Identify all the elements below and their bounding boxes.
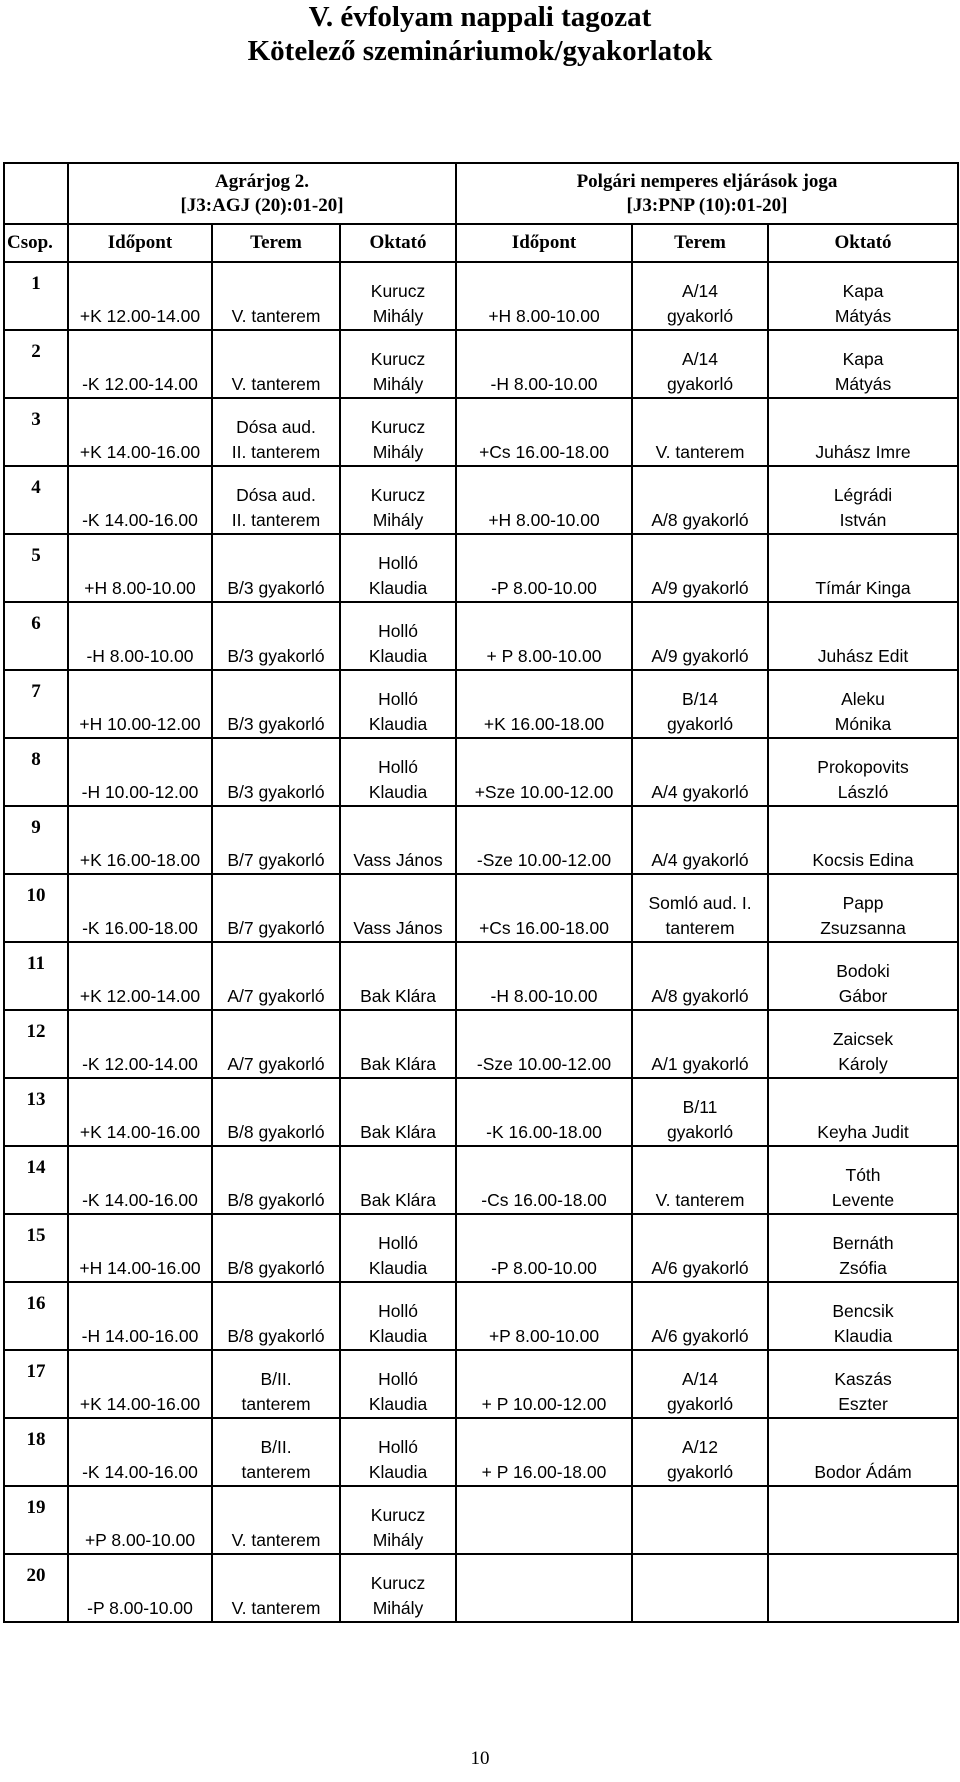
group-number: 15	[4, 1214, 68, 1282]
column-header-time: Időpont	[68, 224, 212, 262]
agrar-teacher: Kurucz Mihály	[340, 398, 456, 466]
polgari-time: -Sze 10.00-12.00	[456, 806, 632, 874]
polgari-time: -P 8.00-10.00	[456, 534, 632, 602]
agrar-teacher: Holló Klaudia	[340, 738, 456, 806]
table-row	[4, 1214, 958, 1282]
polgari-time: -Cs 16.00-18.00	[456, 1146, 632, 1214]
agrar-room: B/7 gyakorló	[212, 806, 340, 874]
polgari-room: A/6 gyakorló	[632, 1282, 768, 1350]
group-number: 6	[4, 602, 68, 670]
agrar-teacher: Holló Klaudia	[340, 602, 456, 670]
polgari-time: -K 16.00-18.00	[456, 1078, 632, 1146]
agrar-time: +K 16.00-18.00	[68, 806, 212, 874]
agrar-room: V. tanterem	[212, 1486, 340, 1554]
table-row	[4, 466, 958, 534]
table-row	[4, 1078, 958, 1146]
column-header-teacher: Oktató	[340, 224, 456, 262]
column-header-group: Csop.	[4, 224, 68, 262]
group-number: 18	[4, 1418, 68, 1486]
group-number: 14	[4, 1146, 68, 1214]
polgari-time: -H 8.00-10.00	[456, 942, 632, 1010]
agrar-teacher: Kurucz Mihály	[340, 1554, 456, 1622]
polgari-time: + P 16.00-18.00	[456, 1418, 632, 1486]
group-number: 3	[4, 398, 68, 466]
polgari-room: A/12 gyakorló	[632, 1418, 768, 1486]
polgari-teacher: Bodor Ádám	[768, 1418, 958, 1486]
agrar-time: +P 8.00-10.00	[68, 1486, 212, 1554]
agrar-room: A/7 gyakorló	[212, 1010, 340, 1078]
polgari-room: V. tanterem	[632, 1146, 768, 1214]
agrar-teacher: Vass János	[340, 806, 456, 874]
polgari-room: B/11 gyakorló	[632, 1078, 768, 1146]
table-row	[4, 874, 958, 942]
polgari-time: -H 8.00-10.00	[456, 330, 632, 398]
table-row	[4, 1486, 958, 1554]
column-header-room: Terem	[632, 224, 768, 262]
polgari-time: + P 10.00-12.00	[456, 1350, 632, 1418]
empty-header-cell	[4, 163, 68, 224]
course-header-row	[4, 163, 958, 224]
group-number: 19	[4, 1486, 68, 1554]
agrar-room: V. tanterem	[212, 330, 340, 398]
polgari-teacher: Légrádi István	[768, 466, 958, 534]
group-number: 8	[4, 738, 68, 806]
agrar-room: Dósa aud. II. tanterem	[212, 466, 340, 534]
polgari-room	[632, 1486, 768, 1554]
group-number: 13	[4, 1078, 68, 1146]
polgari-teacher: Keyha Judit	[768, 1078, 958, 1146]
agrar-teacher: Holló Klaudia	[340, 670, 456, 738]
agrar-room: B/7 gyakorló	[212, 874, 340, 942]
agrar-time: -K 14.00-16.00	[68, 466, 212, 534]
column-header-time: Időpont	[456, 224, 632, 262]
agrar-time: -H 8.00-10.00	[68, 602, 212, 670]
polgari-time: +H 8.00-10.00	[456, 466, 632, 534]
agrar-time: -H 14.00-16.00	[68, 1282, 212, 1350]
polgari-time: +Sze 10.00-12.00	[456, 738, 632, 806]
schedule-table	[3, 162, 959, 1623]
group-number: 7	[4, 670, 68, 738]
group-number: 5	[4, 534, 68, 602]
polgari-room: A/1 gyakorló	[632, 1010, 768, 1078]
table-row	[4, 806, 958, 874]
table-row	[4, 1282, 958, 1350]
group-number: 12	[4, 1010, 68, 1078]
polgari-time: +Cs 16.00-18.00	[456, 398, 632, 466]
polgari-teacher: Prokopovits László	[768, 738, 958, 806]
group-number: 2	[4, 330, 68, 398]
polgari-time: +K 16.00-18.00	[456, 670, 632, 738]
agrar-teacher: Holló Klaudia	[340, 1350, 456, 1418]
table-row	[4, 942, 958, 1010]
table-row	[4, 1554, 958, 1622]
course-right-code: [J3:PNP (10):01-20]	[626, 194, 788, 216]
agrar-time: +H 10.00-12.00	[68, 670, 212, 738]
agrar-room: B/8 gyakorló	[212, 1282, 340, 1350]
polgari-teacher: Juhász Imre	[768, 398, 958, 466]
polgari-teacher	[768, 1554, 958, 1622]
agrar-room: B/8 gyakorló	[212, 1214, 340, 1282]
group-number: 11	[4, 942, 68, 1010]
agrar-room: V. tanterem	[212, 1554, 340, 1622]
agrar-time: +K 12.00-14.00	[68, 942, 212, 1010]
polgari-room: A/14 gyakorló	[632, 262, 768, 330]
polgari-room: A/14 gyakorló	[632, 1350, 768, 1418]
agrar-room: B/3 gyakorló	[212, 670, 340, 738]
table-row	[4, 1350, 958, 1418]
agrar-time: -K 16.00-18.00	[68, 874, 212, 942]
agrar-room: Dósa aud. II. tanterem	[212, 398, 340, 466]
agrar-teacher: Kurucz Mihály	[340, 262, 456, 330]
polgari-teacher: Kapa Mátyás	[768, 330, 958, 398]
agrar-time: -K 14.00-16.00	[68, 1418, 212, 1486]
polgari-room: A/4 gyakorló	[632, 806, 768, 874]
agrar-room: B/8 gyakorló	[212, 1146, 340, 1214]
agrar-teacher: Kurucz Mihály	[340, 330, 456, 398]
agrar-room: B/II. tanterem	[212, 1418, 340, 1486]
group-number: 17	[4, 1350, 68, 1418]
agrar-teacher: Bak Klára	[340, 1010, 456, 1078]
group-number: 16	[4, 1282, 68, 1350]
page-title: V. évfolyam nappali tagozat	[308, 1, 652, 33]
table-row	[4, 1418, 958, 1486]
table-row	[4, 602, 958, 670]
polgari-teacher: Zaicsek Károly	[768, 1010, 958, 1078]
page-number: 10	[470, 1748, 490, 1769]
agrar-room: A/7 gyakorló	[212, 942, 340, 1010]
agrar-time: -K 14.00-16.00	[68, 1146, 212, 1214]
polgari-room: A/8 gyakorló	[632, 466, 768, 534]
agrar-time: +K 14.00-16.00	[68, 398, 212, 466]
agrar-time: +H 8.00-10.00	[68, 534, 212, 602]
agrar-teacher: Holló Klaudia	[340, 1418, 456, 1486]
agrar-teacher: Holló Klaudia	[340, 534, 456, 602]
polgari-teacher: Kocsis Edina	[768, 806, 958, 874]
agrar-teacher: Bak Klára	[340, 942, 456, 1010]
group-number: 9	[4, 806, 68, 874]
polgari-room: A/9 gyakorló	[632, 534, 768, 602]
table-row	[4, 1146, 958, 1214]
polgari-teacher: Bencsik Klaudia	[768, 1282, 958, 1350]
agrar-teacher: Vass János	[340, 874, 456, 942]
agrar-room: B/8 gyakorló	[212, 1078, 340, 1146]
column-header-room: Terem	[212, 224, 340, 262]
table-row	[4, 534, 958, 602]
polgari-room: A/6 gyakorló	[632, 1214, 768, 1282]
agrar-time: -K 12.00-14.00	[68, 1010, 212, 1078]
table-row	[4, 1010, 958, 1078]
polgari-room: A/14 gyakorló	[632, 330, 768, 398]
course-left-name: Agrárjog 2.	[215, 170, 309, 192]
polgari-teacher: Kapa Mátyás	[768, 262, 958, 330]
agrar-room: B/3 gyakorló	[212, 602, 340, 670]
polgari-time	[456, 1554, 632, 1622]
polgari-room: A/4 gyakorló	[632, 738, 768, 806]
group-number: 1	[4, 262, 68, 330]
polgari-teacher: Aleku Mónika	[768, 670, 958, 738]
agrar-teacher: Holló Klaudia	[340, 1214, 456, 1282]
polgari-time: +H 8.00-10.00	[456, 262, 632, 330]
polgari-room: Somló aud. I. tanterem	[632, 874, 768, 942]
table-row	[4, 738, 958, 806]
agrar-time: -H 10.00-12.00	[68, 738, 212, 806]
agrar-room: B/3 gyakorló	[212, 534, 340, 602]
table-row	[4, 330, 958, 398]
course-left-code: [J3:AGJ (20):01-20]	[180, 194, 344, 216]
table-row	[4, 262, 958, 330]
column-header-row	[4, 224, 958, 262]
agrar-teacher: Bak Klára	[340, 1078, 456, 1146]
course-right-name: Polgári nemperes eljárások joga	[576, 170, 838, 192]
polgari-room: A/9 gyakorló	[632, 602, 768, 670]
polgari-room: B/14 gyakorló	[632, 670, 768, 738]
agrar-room: B/II. tanterem	[212, 1350, 340, 1418]
agrar-time: -P 8.00-10.00	[68, 1554, 212, 1622]
polgari-teacher: Juhász Edit	[768, 602, 958, 670]
agrar-teacher: Holló Klaudia	[340, 1282, 456, 1350]
agrar-time: +K 12.00-14.00	[68, 262, 212, 330]
polgari-time	[456, 1486, 632, 1554]
polgari-teacher: Papp Zsuzsanna	[768, 874, 958, 942]
agrar-time: +K 14.00-16.00	[68, 1078, 212, 1146]
polgari-teacher: Bodoki Gábor	[768, 942, 958, 1010]
polgari-teacher	[768, 1486, 958, 1554]
table-row	[4, 398, 958, 466]
page-subtitle: Kötelező szemináriumok/gyakorlatok	[247, 35, 713, 67]
polgari-teacher: Kaszás Eszter	[768, 1350, 958, 1418]
agrar-room: V. tanterem	[212, 262, 340, 330]
group-number: 10	[4, 874, 68, 942]
agrar-teacher: Bak Klára	[340, 1146, 456, 1214]
course-left-header	[68, 163, 456, 224]
polgari-time: -P 8.00-10.00	[456, 1214, 632, 1282]
agrar-time: +H 14.00-16.00	[68, 1214, 212, 1282]
polgari-room: V. tanterem	[632, 398, 768, 466]
polgari-room	[632, 1554, 768, 1622]
column-header-teacher: Oktató	[768, 224, 958, 262]
polgari-time: -Sze 10.00-12.00	[456, 1010, 632, 1078]
table-row	[4, 670, 958, 738]
agrar-teacher: Kurucz Mihály	[340, 1486, 456, 1554]
polgari-teacher: Bernáth Zsófia	[768, 1214, 958, 1282]
polgari-room: A/8 gyakorló	[632, 942, 768, 1010]
course-right-header	[456, 163, 958, 224]
polgari-teacher: Tímár Kinga	[768, 534, 958, 602]
agrar-time: +K 14.00-16.00	[68, 1350, 212, 1418]
polgari-time: + P 8.00-10.00	[456, 602, 632, 670]
agrar-time: -K 12.00-14.00	[68, 330, 212, 398]
polgari-teacher: Tóth Levente	[768, 1146, 958, 1214]
agrar-teacher: Kurucz Mihály	[340, 466, 456, 534]
polgari-time: +P 8.00-10.00	[456, 1282, 632, 1350]
agrar-room: B/3 gyakorló	[212, 738, 340, 806]
group-number: 4	[4, 466, 68, 534]
polgari-time: +Cs 16.00-18.00	[456, 874, 632, 942]
group-number: 20	[4, 1554, 68, 1622]
